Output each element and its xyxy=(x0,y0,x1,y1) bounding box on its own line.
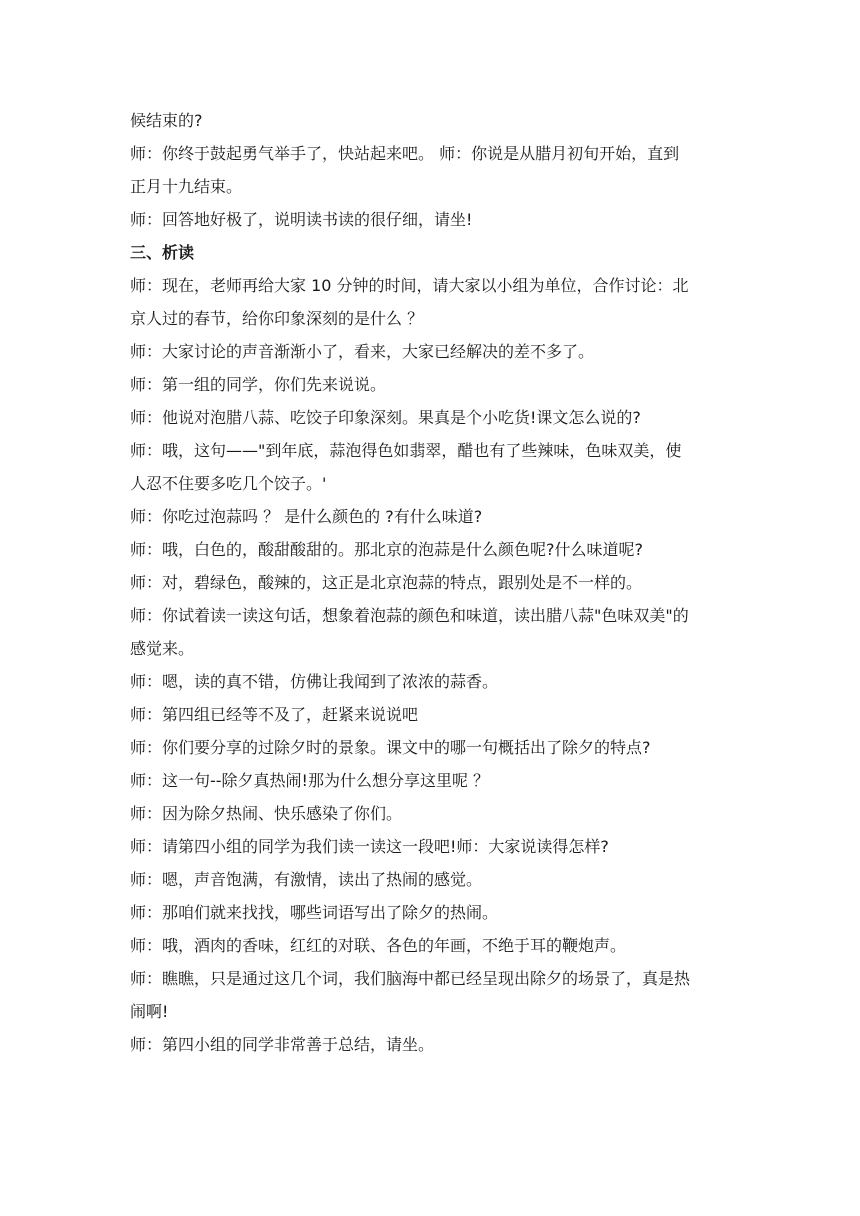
text-line-6: 师：现在，老师再给大家 10 分钟的时间，请大家以小组为单位，合作讨论：北 xyxy=(130,276,689,295)
text-line-15: 师：对，碧绿色，酸辣的，这正是北京泡蒜的特点，跟别处是不一样的。 xyxy=(130,573,643,592)
text-line-26: 师：哦，酒肉的香味，红红的对联、各色的年画，不绝于耳的鞭炮声。 xyxy=(130,936,627,955)
text-line-16: 师：你试着读一读这句话，想象着泡蒜的颜色和味道，读出腊八蒜"色味双美"的 xyxy=(130,606,689,625)
text-line-14: 师：哦，白色的，酸甜酸甜的。那北京的泡蒜是什么颜色呢?什么味道呢? xyxy=(130,540,643,559)
text-line-29: 师：第四小组的同学非常善于总结，请坐。 xyxy=(130,1035,435,1054)
text-line-27: 师：瞧瞧，只是通过这几个词，我们脑海中都已经呈现出除夕的场景了，真是热 xyxy=(130,969,691,988)
text-line-8: 师：大家讨论的声音渐渐小了，看来，大家已经解决的差不多了。 xyxy=(130,342,595,361)
text-line-18: 师：嗯，读的真不错，仿佛让我闻到了浓浓的蒜香。 xyxy=(130,672,499,691)
text-line-9: 师：第一组的同学，你们先来说说。 xyxy=(130,375,387,394)
document-page xyxy=(130,104,730,1061)
text-line-24: 师：嗯，声音饱满，有激情，读出了热闹的感觉。 xyxy=(130,870,483,889)
text-line-10: 师：他说对泡腊八蒜、吃饺子印象深刻。果真是个小吃货!课文怎么说的? xyxy=(130,408,641,427)
text-line-21: 师：这一句--除夕真热闹!那为什么想分享这里呢 ？ xyxy=(130,771,490,790)
text-line-4: 师：回答地好极了，说明读书读的很仔细，请坐! xyxy=(130,210,473,229)
text-line-11: 师：哦，这句——"到年底，蒜泡得色如翡翠，醋也有了些辣味，色味双美，使 xyxy=(130,441,682,460)
text-line-3: 正月十九结束。 xyxy=(130,177,243,196)
text-line-23: 师：请第四小组的同学为我们读一读这一段吧!师：大家说读得怎样? xyxy=(130,837,609,856)
text-line-28: 闹啊! xyxy=(130,1002,169,1021)
text-line-20: 师：你们要分享的过除夕时的景象。课文中的哪一句概括出了除夕的特点? xyxy=(130,738,651,757)
text-line-7: 京人过的春节，给你印象深刻的是什么 ？ xyxy=(130,309,424,328)
section-heading: 三、析读 xyxy=(130,243,195,262)
text-line-17: 感觉来。 xyxy=(130,639,195,658)
text-line-1: 候结束的? xyxy=(130,111,203,130)
text-line-12: 人忍不住要多吃几个饺子。' xyxy=(130,474,327,493)
text-line-22: 师：因为除夕热闹、快乐感染了你们。 xyxy=(130,804,403,823)
text-line-13: 师：你吃过泡蒜吗 ？ 是什么颜色的 ?有什么味道? xyxy=(130,507,483,526)
text-line-25: 师：那咱们就来找找，哪些词语写出了除夕的热闹。 xyxy=(130,903,499,922)
text-line-19: 师：第四组已经等不及了，赶紧来说说吧 xyxy=(130,705,419,724)
text-line-2: 师：你终于鼓起勇气举手了，快站起来吧。 师：你说是从腊月初旬开始，直到 xyxy=(130,144,680,163)
